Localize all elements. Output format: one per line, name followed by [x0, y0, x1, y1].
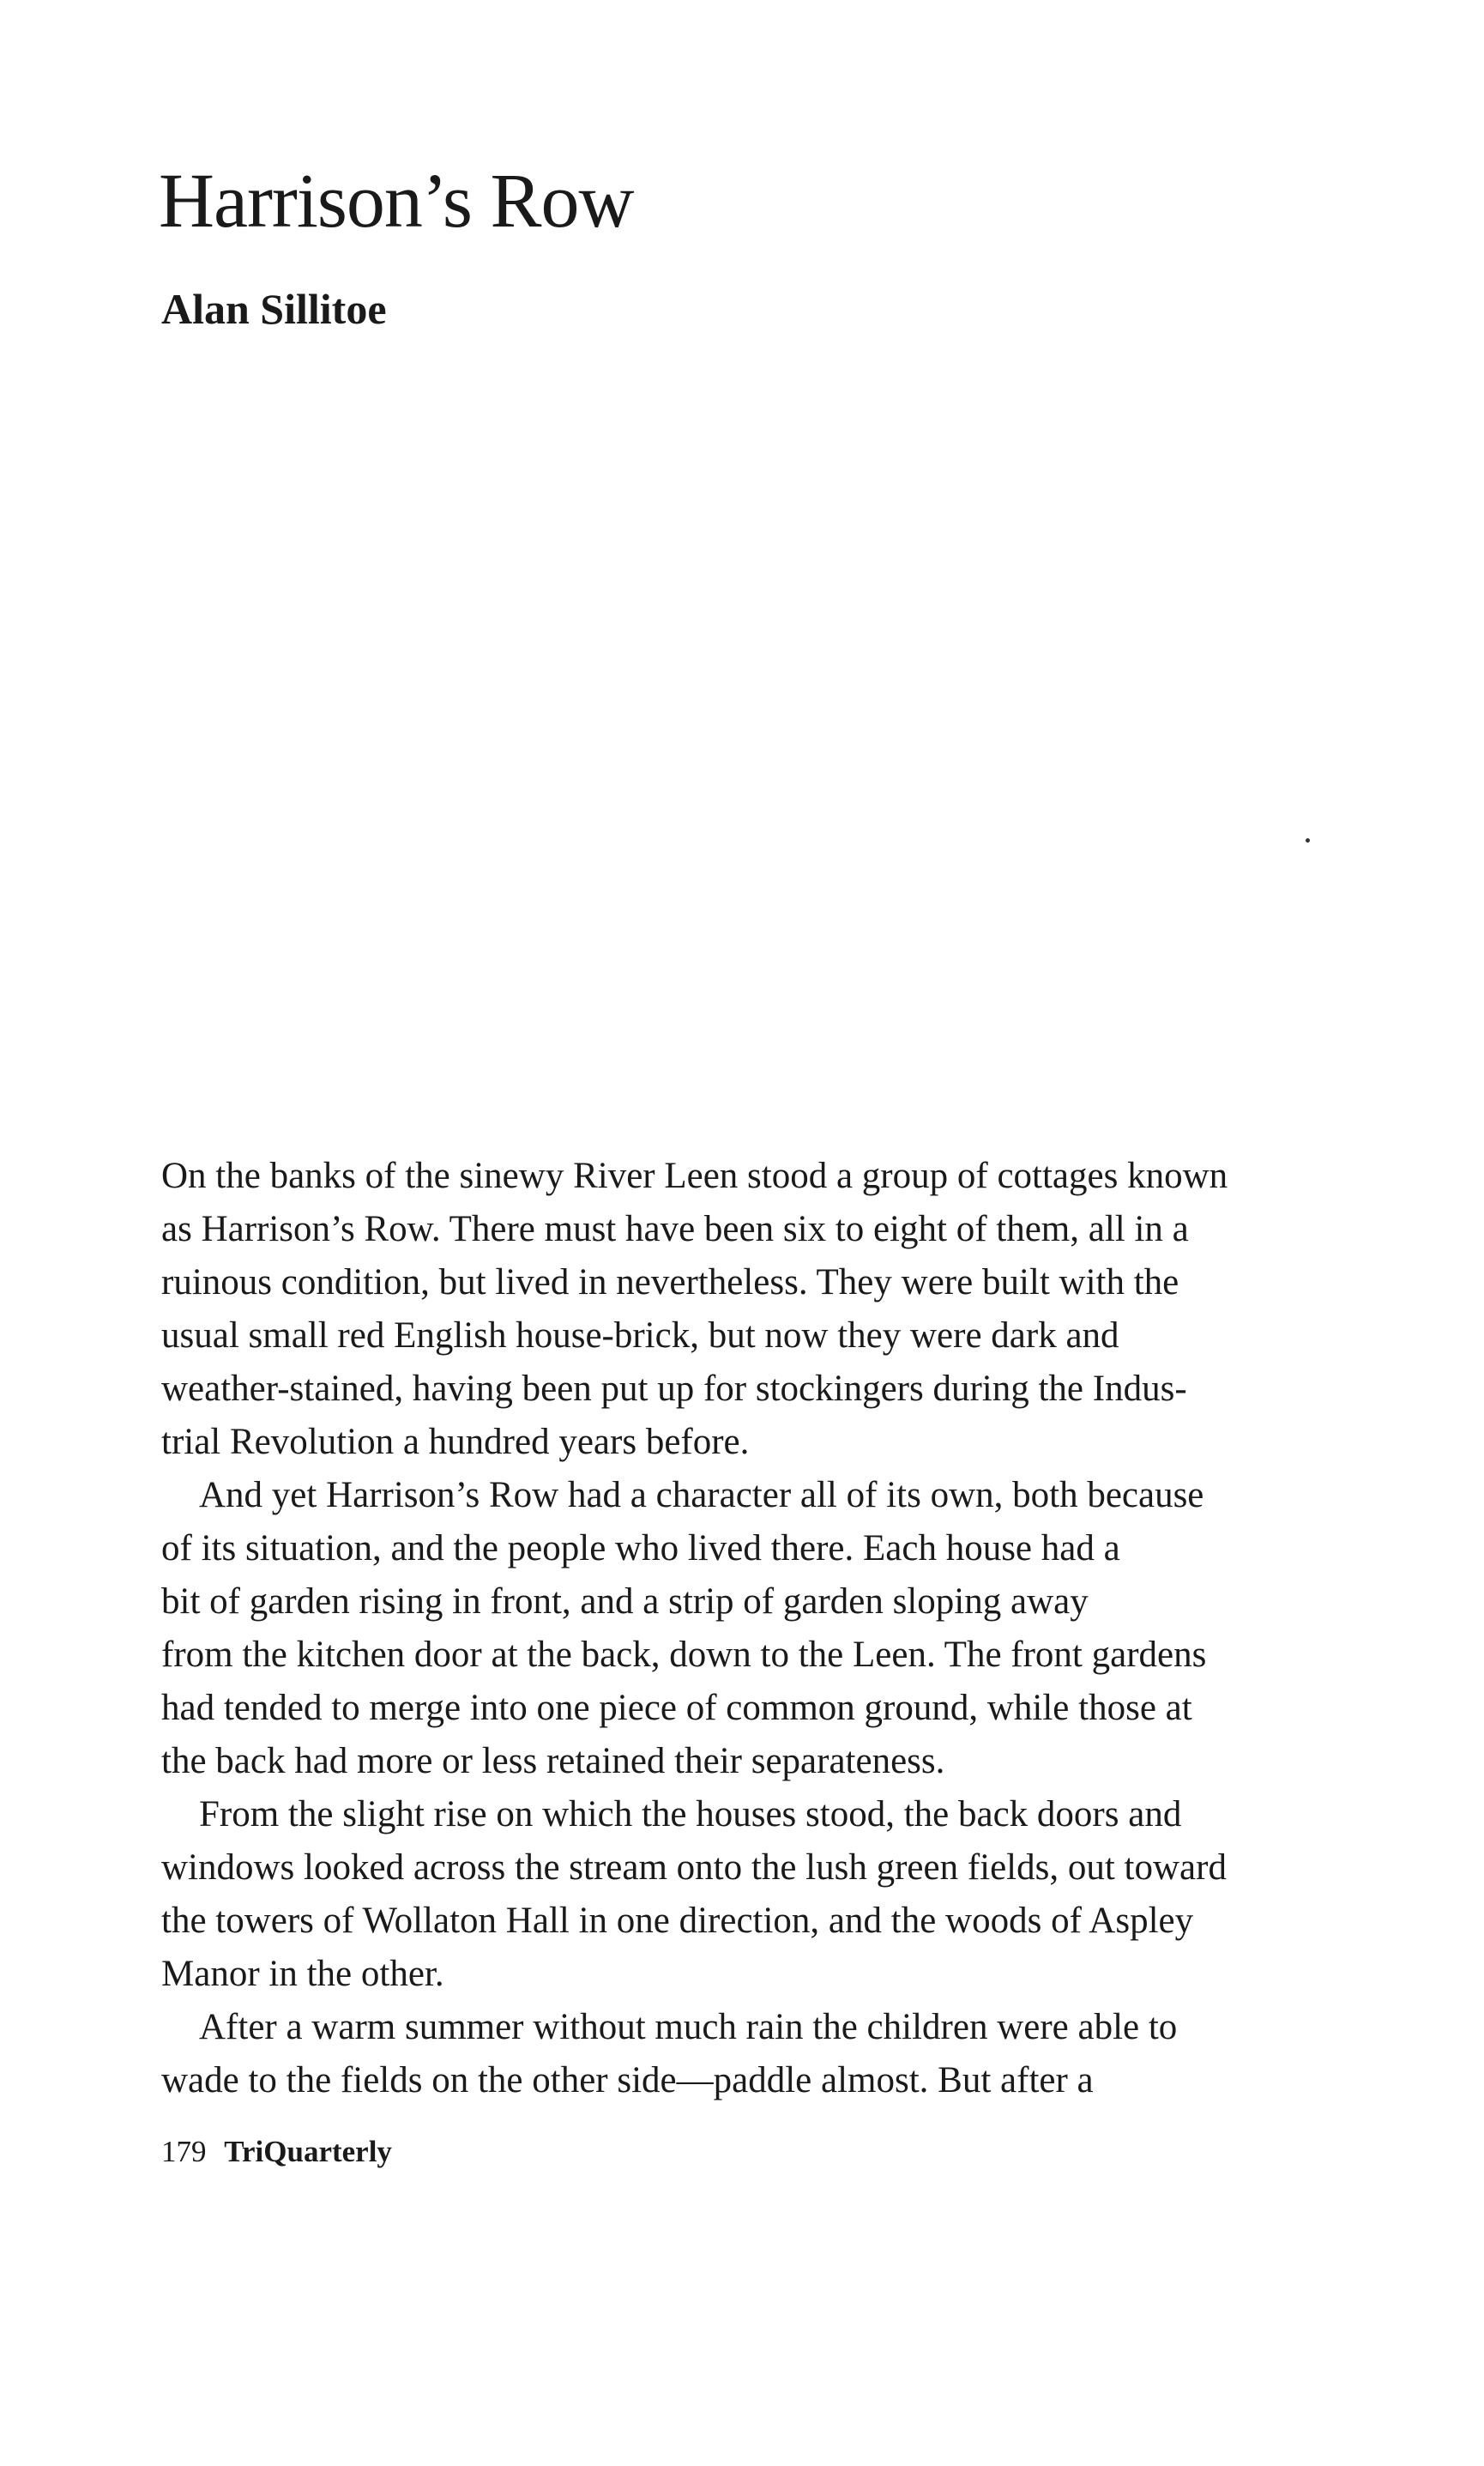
body-line: Manor in the other. [161, 1954, 444, 1994]
body-line-paragraph-start: After a warm summer without much rain the children were able to [199, 2007, 1178, 2047]
page-number: 179 [161, 2135, 207, 2168]
body-line: bit of garden rising in front, and a strip of garden sloping away [161, 1581, 1089, 1622]
page-footer [161, 2137, 392, 2167]
body-line: had tended to merge into one piece of common ground, while those at [161, 1688, 1192, 1728]
print-speck [1306, 838, 1310, 843]
body-line: the back had more or less retained their separateness. [161, 1741, 945, 1781]
story-title: Harrison’s Row [159, 159, 634, 244]
body-line: as Harrison’s Row. There must have been six to eight of them, all in a [161, 1209, 1189, 1249]
body-line-paragraph-start: From the slight rise on which the houses stood, the back doors and [199, 1794, 1182, 1834]
body-line: trial Revolution a hundred years before. [161, 1422, 750, 1462]
story-body [161, 1150, 1336, 2107]
body-line: weather-stained, having been put up for stockingers during the Indus- [161, 1369, 1187, 1409]
body-line: ruinous condition, but lived in nevertheless. They were built with the [161, 1262, 1179, 1303]
journal-name: TriQuarterly [224, 2135, 392, 2168]
body-line: the towers of Wollaton Hall in one direction, and the woods of Aspley [161, 1901, 1194, 1941]
body-line: from the kitchen door at the back, down to the Leen. The front gardens [161, 1635, 1207, 1675]
body-line: wade to the fields on the other side—paddle almost. But after a [161, 2060, 1094, 2100]
author-name: Alan Sillitoe [161, 285, 387, 333]
body-line: On the banks of the sinewy River Leen stood a group of cottages known [161, 1156, 1228, 1196]
body-line-paragraph-start: And yet Harrison’s Row had a character all of its own, both because [199, 1475, 1204, 1515]
body-line: usual small red English house-brick, but now they were dark and [161, 1315, 1119, 1356]
body-line: of its situation, and the people who lived there. Each house had a [161, 1528, 1120, 1568]
body-line: windows looked across the stream onto the lush green fields, out toward [161, 1847, 1227, 1888]
